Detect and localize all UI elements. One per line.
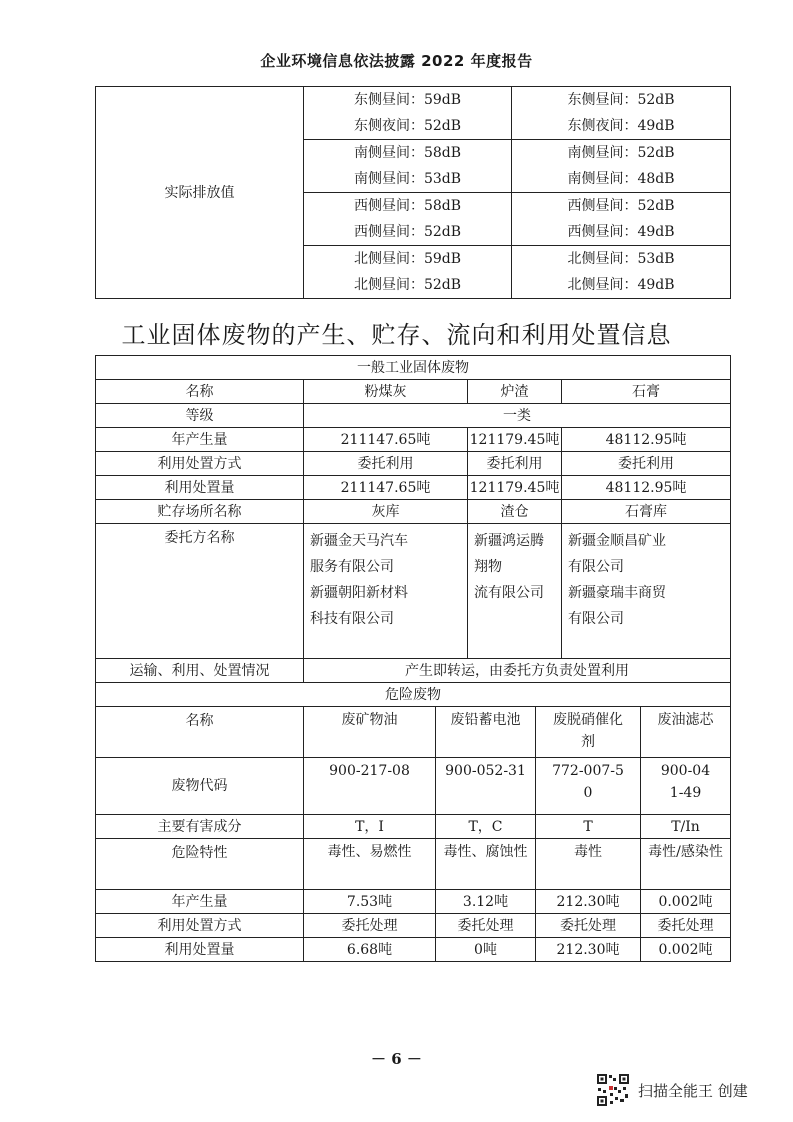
hazard-name: 废油滤芯	[641, 707, 731, 758]
hazard-component: T/In	[641, 815, 731, 839]
noise-cell: 西侧昼间：52dB 西侧昼间：49dB	[512, 193, 731, 246]
row-label: 名称	[96, 380, 304, 404]
noise-emission-table	[95, 86, 731, 299]
hazard-code: 900-052-31	[436, 758, 536, 815]
row-label: 利用处置方式	[96, 914, 304, 938]
hazard-amount: 0.002吨	[641, 938, 731, 962]
row-label: 利用处置方式	[96, 452, 304, 476]
page-number: － 6 －	[371, 1050, 422, 1068]
row-label: 年产生量	[96, 890, 304, 914]
amount-value: 211147.65吨	[304, 476, 468, 500]
noise-label: 实际排放值	[96, 87, 304, 299]
entrusted-party: 新疆金天马汽车 服务有限公司 新疆朝阳新材料 科技有限公司	[304, 524, 468, 659]
row-label: 委托方名称	[96, 524, 304, 659]
hazard-method: 委托处理	[436, 914, 536, 938]
section-title: 工业固体废物的产生、贮存、流向和利用处置信息	[121, 321, 672, 349]
noise-cell: 东侧昼间：59dB 东侧夜间：52dB	[304, 87, 512, 140]
entrusted-party: 新疆鸿运腾翔物 流有限公司	[468, 524, 562, 659]
annual-value: 121179.45吨	[468, 428, 562, 452]
row-label: 等级	[96, 404, 304, 428]
page-header-title: 企业环境信息依法披露 2022 年度报告	[260, 52, 533, 70]
hazard-amount: 212.30吨	[536, 938, 641, 962]
row-label: 利用处置量	[96, 476, 304, 500]
hazard-amount: 6.68吨	[304, 938, 436, 962]
method-value: 委托利用	[562, 452, 731, 476]
hazard-method: 委托处理	[304, 914, 436, 938]
annual-value: 211147.65吨	[304, 428, 468, 452]
hazard-trait: 毒性、易燃性	[304, 839, 436, 890]
row-label: 危险特性	[96, 839, 304, 890]
hazard-trait: 毒性	[536, 839, 641, 890]
hazard-trait: 毒性/感染性	[641, 839, 731, 890]
row-label: 废物代码	[96, 758, 304, 815]
noise-cell: 北侧昼间：53dB 北侧昼间：49dB	[512, 246, 731, 299]
waste-name: 粉煤灰	[304, 380, 468, 404]
noise-cell: 东侧昼间：52dB 东侧夜间：49dB	[512, 87, 731, 140]
hazard-name: 废矿物油	[304, 707, 436, 758]
qr-code-icon	[596, 1073, 630, 1107]
hazard-name: 废脱硝催化剂	[536, 707, 641, 758]
scan-credit-text: 扫描全能王 创建	[638, 1081, 748, 1100]
hazard-component: T	[536, 815, 641, 839]
amount-value: 48112.95吨	[562, 476, 731, 500]
hazard-method: 委托处理	[641, 914, 731, 938]
row-label: 年产生量	[96, 428, 304, 452]
general-waste-heading: 一般工业固体废物	[96, 356, 731, 380]
method-value: 委托利用	[468, 452, 562, 476]
row-label: 主要有害成分	[96, 815, 304, 839]
noise-cell: 南侧昼间：52dB 南侧昼间：48dB	[512, 140, 731, 193]
row-label: 利用处置量	[96, 938, 304, 962]
hazard-annual: 0.002吨	[641, 890, 731, 914]
hazard-annual: 212.30吨	[536, 890, 641, 914]
noise-cell: 西侧昼间：58dB 西侧昼间：52dB	[304, 193, 512, 246]
hazard-annual: 3.12吨	[436, 890, 536, 914]
row-label: 贮存场所名称	[96, 500, 304, 524]
annual-value: 48112.95吨	[562, 428, 731, 452]
hazard-amount: 0吨	[436, 938, 536, 962]
waste-name: 石膏	[562, 380, 731, 404]
entrusted-party: 新疆金顺昌矿业 有限公司 新疆豪瑞丰商贸 有限公司	[562, 524, 731, 659]
hazard-trait: 毒性、腐蚀性	[436, 839, 536, 890]
hazard-method: 委托处理	[536, 914, 641, 938]
hazard-waste-heading: 危险废物	[96, 683, 731, 707]
grade-value: 一类	[304, 404, 731, 428]
hazard-annual: 7.53吨	[304, 890, 436, 914]
scan-watermark	[596, 1072, 748, 1108]
transport-value: 产生即转运，由委托方负责处置利用	[304, 659, 731, 683]
row-label: 名称	[96, 707, 304, 758]
row-label: 运输、利用、处置情况	[96, 659, 304, 683]
storage-value: 渣仓	[468, 500, 562, 524]
hazard-code: 900-217-08	[304, 758, 436, 815]
hazard-code: 772-007-50	[536, 758, 641, 815]
storage-value: 石膏库	[562, 500, 731, 524]
storage-value: 灰库	[304, 500, 468, 524]
waste-name: 炉渣	[468, 380, 562, 404]
hazard-component: T，C	[436, 815, 536, 839]
solid-waste-table	[95, 355, 731, 962]
hazard-code: 900-041-49	[641, 758, 731, 815]
amount-value: 121179.45吨	[468, 476, 562, 500]
noise-cell: 北侧昼间：59dB 北侧昼间：52dB	[304, 246, 512, 299]
method-value: 委托利用	[304, 452, 468, 476]
hazard-component: T，I	[304, 815, 436, 839]
hazard-name: 废铅蓄电池	[436, 707, 536, 758]
noise-cell: 南侧昼间：58dB 南侧昼间：53dB	[304, 140, 512, 193]
